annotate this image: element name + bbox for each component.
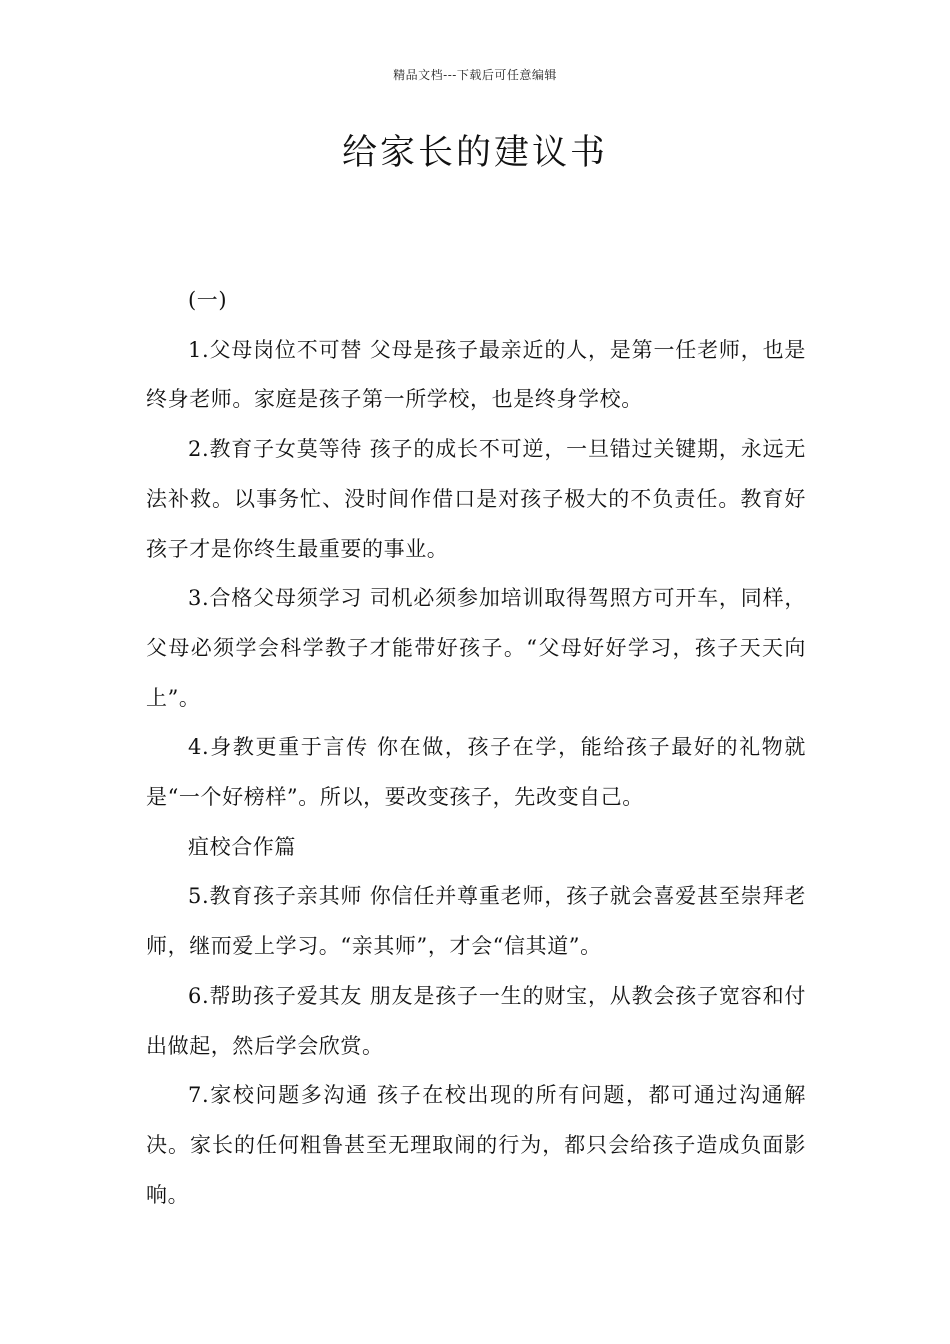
document-body (146, 276, 806, 1220)
paragraph-2: 2.教育子女莫等待 孩子的成长不可逆，一旦错过关键期，永远无法补救。以事务忙、没时间作借口是对孩子极大的不负责任。教育好孩子才是你终生最重要的事业。 (146, 437, 806, 561)
header-note: 精品文档---下载后可任意编辑 (393, 68, 557, 82)
paragraph-4: 4.身教更重于言传 你在做，孩子在学，能给孩子最好的礼物就是“一个好榜样”。所以，要改变孩子，先改变自己。 (146, 735, 806, 810)
paragraph-7: 7.家校问题多沟通 孩子在校出现的所有问题，都可通过沟通解决。家长的任何粗鲁甚至无理取闹的行为，都只会给孩子造成负面影响。 (146, 1083, 806, 1207)
paragraph-5: 5.教育孩子亲其师 你信任并尊重老师，孩子就会喜爱甚至崇拜老师，继而爱上学习。“亲其师”，才会“信其道”。 (146, 884, 806, 959)
section-heading: 疽校合作篇 (188, 834, 296, 859)
paragraph-6: 6.帮助孩子爱其友 朋友是孩子一生的财宝，从教会孩子宽容和付出做起，然后学会欣赏。 (146, 983, 806, 1058)
paragraph-3: 3.合格父母须学习 司机必须参加培训取得驾照方可开车，同样，父母必须学会科学教子才能带好孩子。“父母好好学习，孩子天天向上”。 (146, 586, 806, 710)
section-marker: (一) (188, 288, 228, 312)
document-title: 给家长的建议书 (341, 133, 608, 173)
paragraph-1: 1.父母岗位不可替 父母是孩子最亲近的人，是第一任老师，也是终身老师。家庭是孩子第一所学校，也是终身学校。 (146, 337, 806, 412)
